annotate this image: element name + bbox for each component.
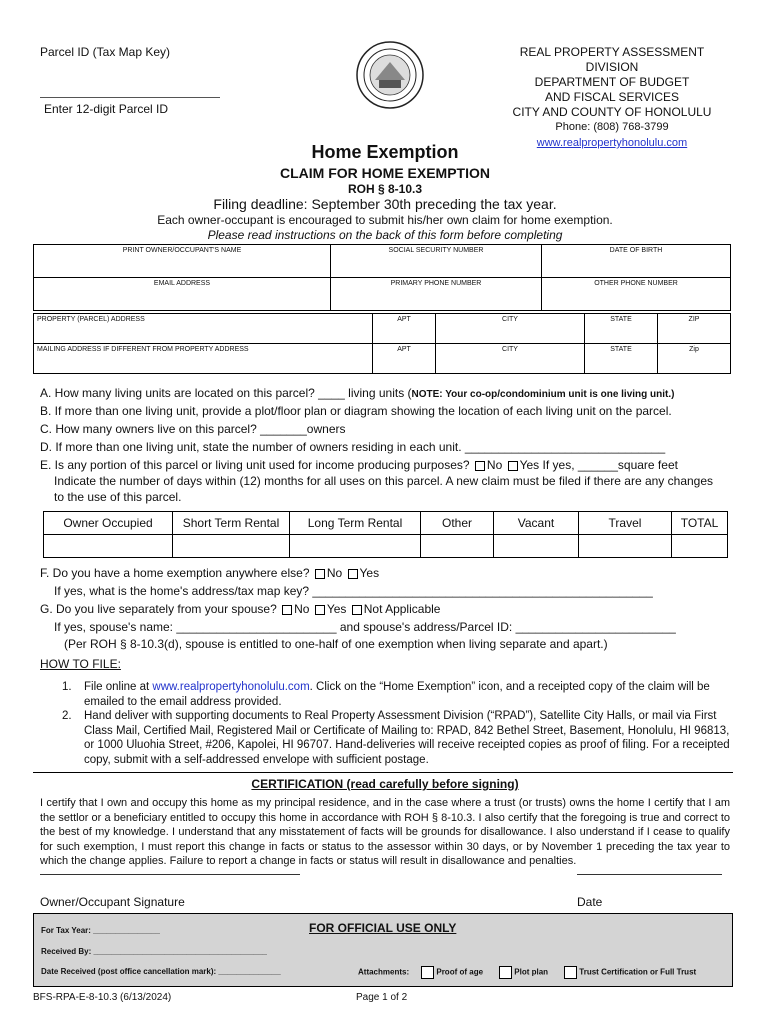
- plot-plan-label: Plot plan: [514, 967, 549, 977]
- form-id: BFS-RPA-E-8-10.3 (6/13/2024): [33, 992, 172, 1003]
- city-seal-logo: [355, 40, 425, 110]
- filing-deadline: Filing deadline: September 30th preceding the tax year.: [213, 196, 557, 212]
- question-a-note: NOTE: Your co-op/condominium unit is one living unit.): [411, 389, 675, 400]
- form-title: Home Exemption: [311, 142, 459, 162]
- list-item: [62, 709, 732, 767]
- question-b: B. If more than one living unit, provide a plot/floor plan or diagram showing the location of each living unit on the parcel.: [40, 404, 672, 418]
- trust-certification-label: Trust Certification or Full Trust: [579, 967, 697, 977]
- section-divider: [33, 772, 733, 773]
- dob-field[interactable]: DATE OF BIRTH: [542, 245, 731, 278]
- question-c[interactable]: C. How many owners live on this parcel? _______owners: [40, 422, 346, 436]
- parcel-hint: Enter 12-digit Parcel ID: [44, 102, 169, 116]
- form-subtitle: CLAIM FOR HOME EXEMPTION: [280, 165, 490, 181]
- g-na-checkbox[interactable]: [352, 605, 362, 615]
- question-e: [40, 457, 740, 473]
- attachments-group: [358, 966, 696, 979]
- encourage-text: Each owner-occupant is encouraged to submit his/her own claim for home exemption.: [157, 213, 613, 227]
- use-input-other[interactable]: [421, 535, 494, 558]
- official-use-heading: FOR OFFICIAL USE ONLY: [309, 921, 457, 935]
- question-a-text: A. How many living units are located on this parcel? ____ living units (: [40, 386, 412, 400]
- property-address-field[interactable]: PROPERTY (PARCEL) ADDRESS: [34, 314, 373, 344]
- f-yes-checkbox[interactable]: [348, 569, 358, 579]
- g-no-checkbox[interactable]: [282, 605, 292, 615]
- property-city-field[interactable]: CITY: [436, 314, 585, 344]
- question-f-line2[interactable]: If yes, what is the home's address/tax map key? ___________________________________________________: [54, 584, 653, 598]
- signature-line[interactable]: [40, 874, 300, 875]
- list-item-text: File online at: [84, 681, 153, 693]
- question-a: [40, 385, 740, 403]
- use-col-owner-occupied: Owner Occupied: [44, 512, 173, 535]
- f-no-checkbox[interactable]: [315, 569, 325, 579]
- mailing-zip-field[interactable]: Zip: [658, 344, 731, 374]
- use-input-short-term[interactable]: [173, 535, 290, 558]
- agency-phone: Phone: (808) 768-3799: [555, 121, 669, 133]
- e-no-checkbox[interactable]: [475, 461, 485, 471]
- how-to-file-list: [62, 680, 732, 767]
- property-state-field[interactable]: STATE: [585, 314, 658, 344]
- date-received-field[interactable]: Date Received (post office cancellation mark): ______________: [41, 967, 281, 976]
- agency-line-2: DEPARTMENT OF BUDGET: [534, 75, 690, 89]
- website-link[interactable]: www.realpropertyhonolulu.com: [152, 681, 310, 693]
- date-label: Date: [577, 895, 603, 909]
- instructions-note: Please read instructions on the back of this form before completing: [207, 228, 563, 242]
- owner-name-field[interactable]: PRINT OWNER/OCCUPANT'S NAME: [34, 245, 331, 278]
- mailing-address-field[interactable]: MAILING ADDRESS IF DIFFERENT FROM PROPERTY ADDRESS: [34, 344, 373, 374]
- question-g-line3: (Per ROH § 8-10.3(d), spouse is entitled to one-half of one exemption when living separate and apart.): [64, 637, 608, 651]
- question-d[interactable]: D. If more than one living unit, state the number of owners residing in each unit. ______________________________: [40, 440, 666, 454]
- g-na-label: Not Applicable: [363, 602, 441, 616]
- primary-phone-field[interactable]: PRIMARY PHONE NUMBER: [331, 278, 542, 311]
- signature-label: Owner/Occupant Signature: [40, 895, 185, 909]
- use-days-table: [43, 511, 728, 558]
- g-no-label: No: [294, 602, 310, 616]
- question-g-line2[interactable]: If yes, spouse's name: ________________________ and spouse's address/Parcel ID: ________________________: [54, 620, 676, 634]
- use-col-other: Other: [421, 512, 494, 535]
- list-item-number: 1.: [62, 681, 72, 693]
- tax-year-field[interactable]: For Tax Year: _______________: [41, 926, 160, 935]
- attachments-label: Attachments:: [358, 967, 410, 977]
- official-use-box: [33, 913, 733, 987]
- agency-block: [492, 45, 732, 151]
- proof-of-age-checkbox[interactable]: [421, 966, 434, 979]
- ssn-field[interactable]: SOCIAL SECURITY NUMBER: [331, 245, 542, 278]
- use-input-owner-occupied[interactable]: [44, 535, 173, 558]
- use-input-travel[interactable]: [579, 535, 672, 558]
- other-phone-field[interactable]: OTHER PHONE NUMBER: [542, 278, 731, 311]
- parcel-block: [40, 45, 220, 116]
- proof-of-age-label: Proof of age: [436, 967, 484, 977]
- email-field[interactable]: EMAIL ADDRESS: [34, 278, 331, 311]
- property-apt-field[interactable]: APT: [373, 314, 436, 344]
- agency-line-1: REAL PROPERTY ASSESSMENT DIVISION: [519, 45, 705, 74]
- agency-line-4: CITY AND COUNTY OF HONOLULU: [512, 105, 712, 119]
- agency-line-3: AND FISCAL SERVICES: [544, 90, 680, 104]
- mailing-city-field[interactable]: CITY: [436, 344, 585, 374]
- e-no-label: No: [486, 458, 503, 472]
- use-col-vacant: Vacant: [494, 512, 579, 535]
- property-zip-field[interactable]: ZIP: [658, 314, 731, 344]
- question-g: [40, 601, 740, 617]
- g-yes-checkbox[interactable]: [315, 605, 325, 615]
- use-col-short-term: Short Term Rental: [173, 512, 290, 535]
- question-e-text: E. Is any portion of this parcel or living unit used for income producing purposes?: [40, 458, 470, 472]
- question-e-line3: to the use of this parcel.: [54, 490, 182, 504]
- use-col-total: TOTAL: [672, 512, 728, 535]
- question-g-text: G. Do you live separately from your spouse?: [40, 602, 277, 616]
- parcel-id-field[interactable]: [40, 97, 220, 98]
- use-input-vacant[interactable]: [494, 535, 579, 558]
- list-item: [62, 680, 732, 709]
- how-to-file-heading: HOW TO FILE:: [40, 657, 121, 671]
- certification-text: I certify that I own and occupy this home as my principal residence, and in the case where a trust (or trusts) owns the home I certify that I am the settlor or a beneficiary entitled to occupy this home in accordance with ROH § 8-10.3. I also certify that the foregoing is true and correct to the best of my knowledge. I understand that any misstatement of facts will be grounds for disallowance. I also understand if I cease to qualify for such exemption, I must report this change in facts or status to the assessor within 30 days, or by November 1 preceding the tax year to which the change applies. Failure to report a change in facts or status will result in disallowance and penalties.: [40, 797, 730, 867]
- list-item-text: Hand deliver with supporting documents to Real Property Assessment Division (“RPAD”), Satellite City Halls, or mail via First Class Mail, Certified Mail, Registered Mail or Certificate of Mailing to: RPAD, 842 Bethel Street, Basement, Honolulu, HI 96813, or 1000 Uluohia Street, #206, Kapolei, HI 96707. Hand-deliveries will receive receipted copies as proof of filing. For a receipted copy, submit with a self-addressed envelope with sufficient postage.: [84, 710, 730, 766]
- question-e-line2: Indicate the number of days within (12) months for all uses on this parcel. A new claim must be filed if there are any changes: [54, 474, 714, 488]
- agency-website-link[interactable]: www.realpropertyhonolulu.com: [536, 137, 688, 149]
- use-col-travel: Travel: [579, 512, 672, 535]
- g-yes-label: Yes: [326, 602, 347, 616]
- page-number: Page 1 of 2: [356, 992, 408, 1003]
- list-item-text-cont: . Click on the “Home Exemption” icon, and a receipted copy of the claim will be emailed to the email address provided.: [84, 681, 710, 708]
- use-col-long-term: Long Term Rental: [290, 512, 421, 535]
- certification-heading: CERTIFICATION (read carefully before signing): [251, 777, 519, 791]
- e-yes-label: Yes If yes, ______square feet: [519, 458, 678, 472]
- e-yes-checkbox[interactable]: [508, 461, 518, 471]
- f-yes-label: Yes: [359, 566, 380, 580]
- parcel-label: Parcel ID (Tax Map Key): [40, 45, 171, 59]
- f-no-label: No: [326, 566, 343, 580]
- mailing-state-field[interactable]: STATE: [585, 344, 658, 374]
- list-item-number: 2.: [62, 710, 72, 722]
- question-f: [40, 565, 740, 581]
- address-table: [33, 313, 731, 374]
- use-input-total[interactable]: [672, 535, 728, 558]
- use-input-long-term[interactable]: [290, 535, 421, 558]
- question-f-text: F. Do you have a home exemption anywhere else?: [40, 566, 310, 580]
- date-line[interactable]: [577, 874, 722, 875]
- owner-info-table: [33, 244, 731, 311]
- mailing-apt-field[interactable]: APT: [373, 344, 436, 374]
- form-ordinance: ROH § 8-10.3: [347, 182, 423, 196]
- trust-certification-checkbox[interactable]: [564, 966, 577, 979]
- plot-plan-checkbox[interactable]: [499, 966, 512, 979]
- received-by-field[interactable]: Received By: _______________________________________: [41, 947, 267, 956]
